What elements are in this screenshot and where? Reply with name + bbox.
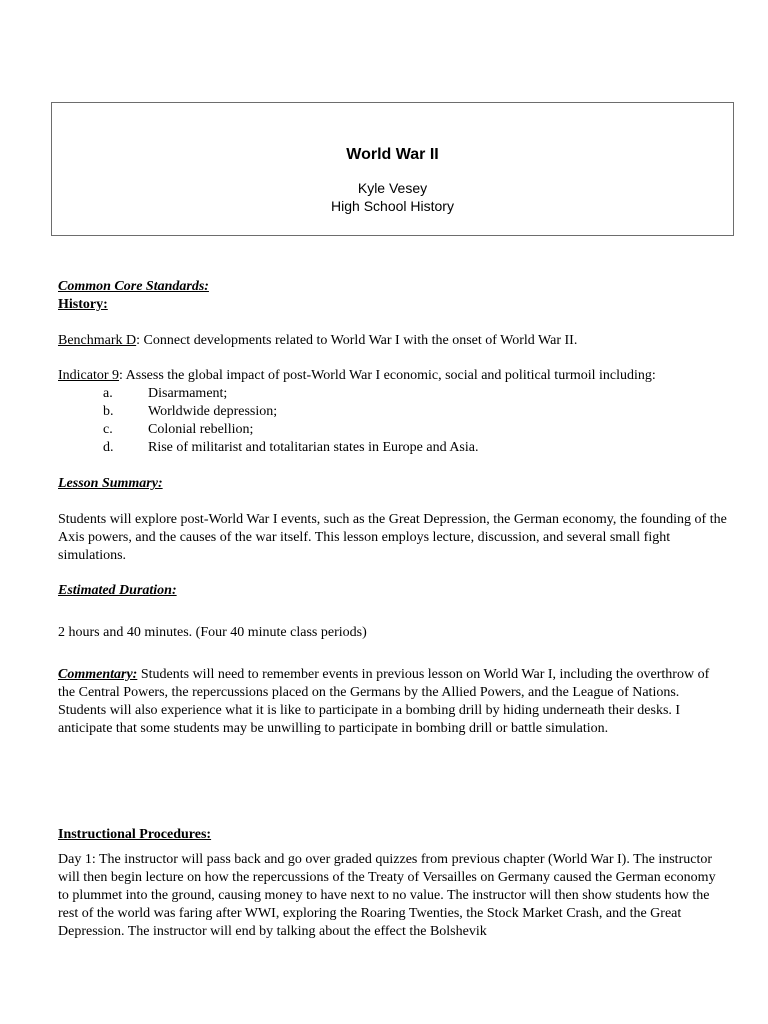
list-marker: c. bbox=[103, 422, 113, 437]
document-title: World War II bbox=[346, 146, 439, 163]
indicator-label: Indicator 9 bbox=[58, 368, 120, 383]
duration-heading: Estimated Duration: bbox=[58, 583, 177, 598]
course-name: High School History bbox=[331, 198, 454, 214]
procedures-paragraph: Day 1: The instructor will pass back and go over graded quizzes from previous chapter (World War I). The instructor will then begin lecture on how the repercussions of the Treaty of Versailles on Germany caused the German economy to plummet into the ground, causing money to have next to no value. The instructor will then show students how the rest of the world was faring after WWI, exploring the Roaring Twenties, the Stock Market Crash, and the Great Depression. The instructor will end by talking about the effect the Bolshevik bbox=[58, 852, 716, 939]
commentary-text: Students will need to remember events in previous lesson on World War I, including the overthrow of the Central Powers, the repercussions placed on the Germans by the Allied Powers, and the League of Nations. Students will also experience what it is like to participate in a bombing drill by hiding underneath their desks. I anticipate that some students may be unwilling to participate in bombing drill or battle simulation. bbox=[58, 667, 710, 736]
commentary-paragraph bbox=[58, 666, 728, 738]
indicator-text: : Assess the global impact of post-World War I economic, social and political turmoil including: bbox=[119, 368, 656, 383]
benchmark-text: : Connect developments related to World War I with the onset of World War II. bbox=[136, 333, 578, 348]
history-subheading: History: bbox=[58, 297, 108, 312]
author-name: Kyle Vesey bbox=[357, 180, 428, 196]
list-item-text: Colonial rebellion; bbox=[148, 422, 254, 437]
list-marker: d. bbox=[103, 440, 114, 455]
duration-paragraph: 2 hours and 40 minutes. (Four 40 minute class periods) bbox=[58, 625, 367, 640]
benchmark-line bbox=[58, 332, 728, 350]
procedures-heading: Instructional Procedures: bbox=[58, 827, 212, 842]
title-box bbox=[51, 102, 734, 236]
summary-paragraph: Students will explore post-World War I events, such as the Great Depression, the German economy, the founding of the Axis powers, and the causes of the war itself. This lesson employs lecture, discussion, and several small fight simulations. bbox=[58, 512, 727, 563]
list-item-text: Rise of militarist and totalitarian states in Europe and Asia. bbox=[148, 440, 479, 455]
list-item-text: Worldwide depression; bbox=[148, 404, 278, 419]
summary-heading: Lesson Summary: bbox=[58, 476, 163, 491]
standards-heading: Common Core Standards: bbox=[58, 279, 209, 294]
indicator-line bbox=[58, 367, 728, 385]
list-item-text: Disarmament; bbox=[148, 386, 228, 401]
commentary-heading: Commentary: bbox=[58, 667, 138, 682]
list-marker: b. bbox=[103, 404, 114, 419]
list-marker: a. bbox=[103, 386, 113, 401]
benchmark-label: Benchmark D bbox=[58, 333, 137, 348]
